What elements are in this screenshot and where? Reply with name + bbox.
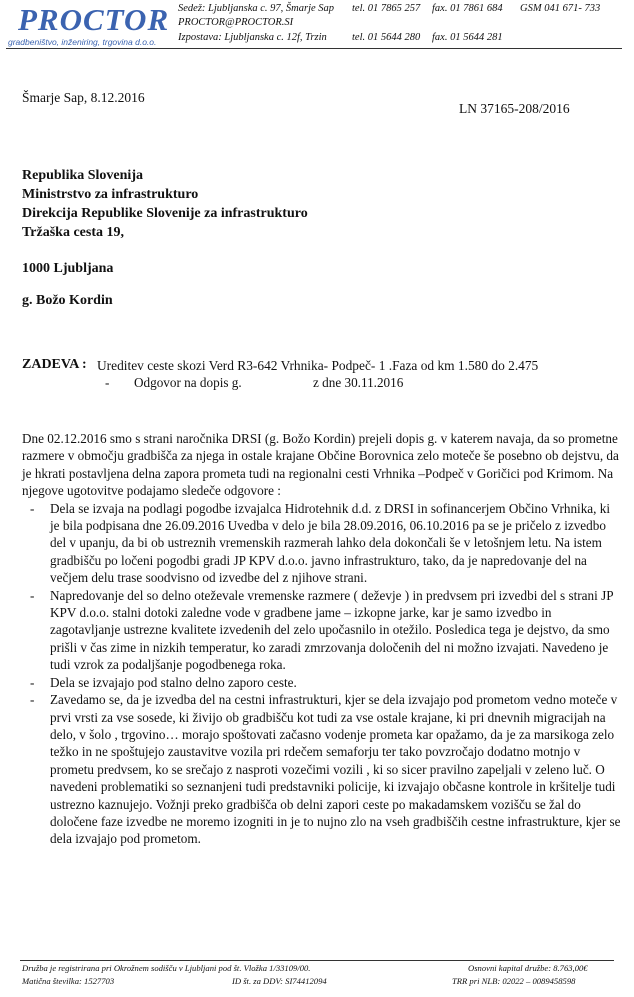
recipient-line-1: Republika Slovenija <box>22 168 143 183</box>
header-seat: Sedež: Ljubljanska c. 97, Šmarje Sap <box>178 3 335 14</box>
footer-registration: Družba je registrirana pri Okrožnem sodišču v Ljubljani pod št. Vložka 1/33109/00. <box>22 963 311 973</box>
header-branch: Izpostava: Ljubljanska c. 12f, Trzin <box>178 32 327 43</box>
response-item-2: - Napredovanje del so delno oteževale vremenske razmere ( deževje ) in predvsem pri izvedbi del s strani JP KPV d.o.o. stalni dotoki zaledne vode v gradbene jame – izkopne jarke, kar je samo izvedbo in zagotavljanje ustrezne kvalitete izvedenih del zelo upočasnilo in otežilo. Posledica tega je dejstvo, da smo prišli v čas zime in nizkih temperatur, ko zaradi zmrzovanja določenih del ni možno izvajati. Navedeno je tudi vzrok za podaljšanje pogodbenega roka. <box>22 587 622 674</box>
header-fax: fax. 01 7861 684 <box>432 3 503 14</box>
response-list <box>22 500 622 848</box>
recipient-line-3: Direkcija Republike Slovenije za infrastrukturo <box>22 206 308 221</box>
recipient-line-4: Tržaška cesta 19, <box>22 225 124 240</box>
header-branch-tel: tel. 01 5644 280 <box>352 32 421 43</box>
place-date: Šmarje Sap, 8.12.2016 <box>22 90 145 105</box>
recipient-person: g. Božo Kordin <box>22 293 113 308</box>
footer-bank-account: TRR pri NLB: 02022 – 0089458598 <box>452 976 576 986</box>
header-gsm: GSM 041 671- 733 <box>520 3 601 14</box>
subject-label: ZADEVA : <box>22 357 87 372</box>
letter-body <box>22 430 622 848</box>
reference-number: LN 37165-208/2016 <box>459 101 570 116</box>
company-logo: PROCTOR <box>18 2 170 37</box>
header-divider <box>6 48 622 49</box>
footer-vat-id: ID št. za DDV: SI74412094 <box>232 976 327 986</box>
subject-sub-date: z dne 30.11.2016 <box>313 375 404 390</box>
body-intro: Dne 02.12.2016 smo s strani naročnika DRSI (g. Božo Kordin) prejeli dopis g. v katerem navaja, da so prometne razmere v območju gradbišča za njega in ostale krajane Občine Borovnica zelo moteče še posebno ob dejstvu, da je hkrati postavljena delna zapora prometa tudi na regionalni cesti Vrhnika –Podpeč v Goričici pod Krimom. Na njegove ugotovitve podajamo sledeče odgovore : <box>22 431 619 499</box>
company-tagline: gradbeništvo, inženiring, trgovina d.o.o. <box>8 37 157 47</box>
response-item-3: - Dela se izvajajo pod stalno delno zaporo ceste. <box>22 674 622 691</box>
response-item-1: - Dela se izvaja na podlagi pogodbe izvajalca Hidrotehnik d.d. z DRSI in sofinancerjem Občino Vrhnika, ki je bila podpisana dne 26.09.2016 Uvedba v delo je bila 28.09.2016, 06.10.2016 pa se je pričelo z izvedbo del v upanju, da bi ob ustreznih vremenskih razmerah lahko dela dokončali še v letošnjem letu. Na istem gradbišču po ločeni pogodbi gradi JP KPV d.o.o. javno infrastrukturo, tako, da je napredovanje del na večjem delu trase soodvisno od izvedbe del z njihove strani. <box>22 500 622 587</box>
response-item-4: - Zavedamo se, da je izvedba del na cestni infrastrukturi, kjer se dela izvajajo pod prometom vedno moteče v prvi vrsti za vse sosede, ki živijo ob gradbišču kot tudi za vse ostale krajane, ki pri dnevnih migracijah na delo, v šolo , trgovino… morajo spoštovati začasno vodenje prometa kar opažamo, da je za marsikoga zelo težko in ne spoštujejo zaustavitve vozila pri rdečem semaforju ter tako povzročajo dodatno motnjo v prometu predvsem, ko se srečajo z nasproti vozečimi vozili , ki so sicer pravilno zapeljali v zeleno luč. O navedeni problematiki so seznanjeni tudi predstavniki policije, ki izvajajo občasne kontrole in kršitelje tudi ustrezno kaznujejo. Vožnji preko gradbišča ob delni zapori ceste po makadamskem vozišču se žal do določene faze izvedbe ne moremo izogniti in je to nujno zlo na vseh gradbiščih cestne infrastrukture, kjer se dela izvajajo pod prometom. <box>22 691 622 848</box>
header-branch-fax: fax. 01 5644 281 <box>432 32 503 43</box>
subject-text: Ureditev ceste skozi Verd R3-642 Vrhnika- Podpeč- 1 .Faza od km 1.580 do 2.475 <box>97 358 539 373</box>
footer-registration-number: Matična številka: 1527703 <box>22 976 115 986</box>
footer-divider <box>20 960 614 961</box>
recipient-line-2: Ministrstvo za infrastrukturo <box>22 187 199 202</box>
header-email: PROCTOR@PROCTOR.SI <box>178 17 294 28</box>
footer-capital: Osnovni kapital družbe: 8.763,00€ <box>468 963 588 973</box>
recipient-city: 1000 Ljubljana <box>22 261 114 276</box>
subject-sub-text: Odgovor na dopis g. <box>134 375 242 390</box>
header-tel: tel. 01 7865 257 <box>352 3 421 14</box>
subject-sub-dash: - <box>105 375 110 390</box>
